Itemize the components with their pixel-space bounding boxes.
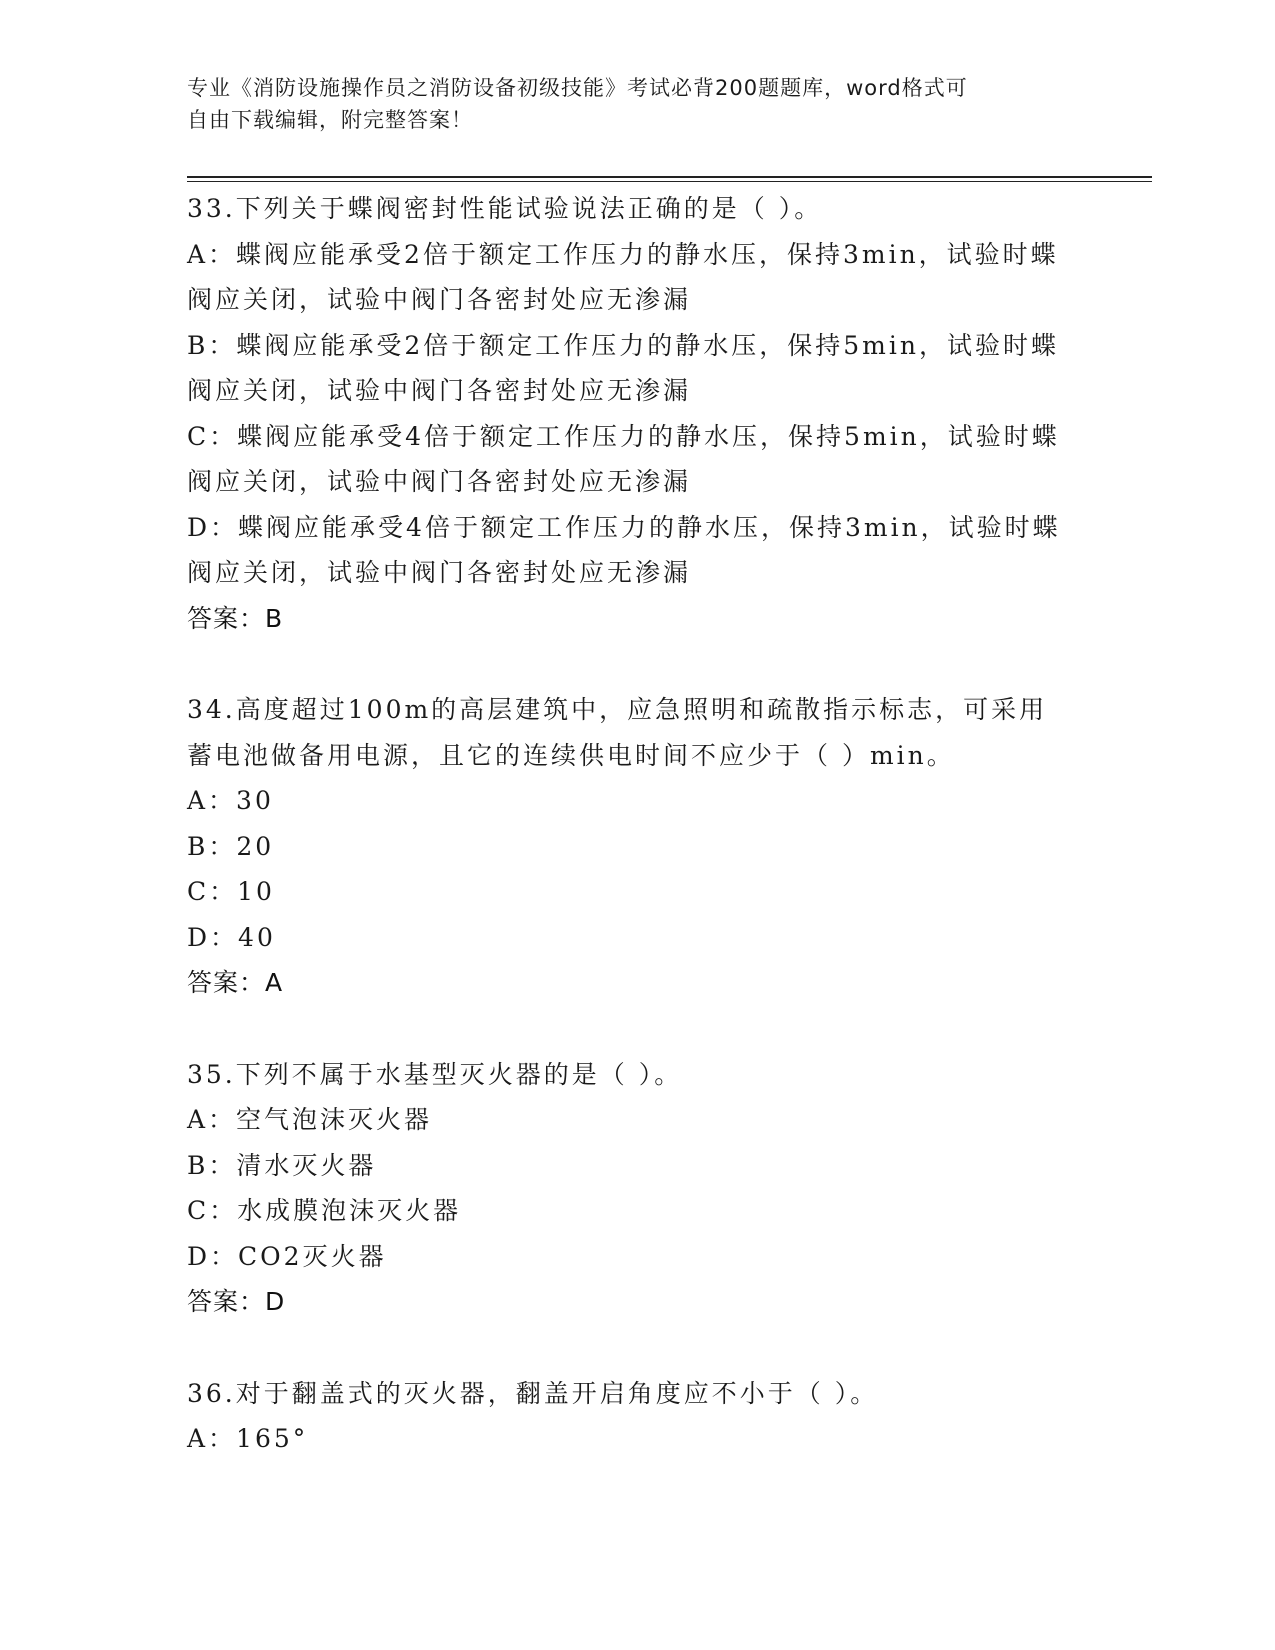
option-line: B：20: [187, 831, 275, 861]
option-line: 阀应关闭，试验中阀门各密封处应无渗漏: [187, 467, 692, 496]
option-line: C：10: [187, 877, 275, 906]
option-line: C：水成膜泡沫灭火器: [187, 1196, 462, 1225]
question-block: [187, 186, 1087, 641]
option-line: D：蝶阀应能承受4倍于额定工作压力的静水压，保持3min，试验时蝶: [187, 512, 1061, 542]
answer-line: 答案：A: [187, 968, 284, 997]
question-stem-line: 33.下列关于蝶阀密封性能试验说法正确的是（ ）。: [187, 194, 823, 223]
question-stem-line: 35.下列不属于水基型灭火器的是（ ）。: [187, 1059, 683, 1089]
question-stem-line: 34.高度超过100m的高层建筑中，应急照明和疏散指示标志，可采用: [187, 695, 1048, 724]
option-line: A：165°: [187, 1424, 309, 1453]
answer-line: 答案：D: [187, 1287, 286, 1316]
option-line: A：30: [187, 786, 274, 815]
question-stem-line: 蓄电池做备用电源，且它的连续供电时间不应少于（ ）min。: [187, 740, 955, 770]
question-block: [187, 687, 1087, 1006]
header-rule-thin: [187, 181, 1152, 182]
option-line: B：蝶阀应能承受2倍于额定工作压力的静水压，保持5min，试验时蝶: [187, 330, 1059, 360]
question-block: [187, 1371, 1087, 1462]
answer-line: 答案：B: [187, 603, 284, 633]
document-header: [187, 72, 1067, 136]
option-line: 阀应关闭，试验中阀门各密封处应无渗漏: [187, 285, 692, 314]
option-line: 阀应关闭，试验中阀门各密封处应无渗漏: [187, 376, 692, 405]
option-line: D：CO2灭火器: [187, 1241, 387, 1271]
question-block: [187, 1052, 1087, 1325]
option-line: A：蝶阀应能承受2倍于额定工作压力的静水压，保持3min，试验时蝶: [187, 239, 1059, 269]
question-stem-line: 36.对于翻盖式的灭火器，翻盖开启角度应不小于（ ）。: [187, 1378, 879, 1408]
option-line: D：40: [187, 922, 276, 952]
option-line: A：空气泡沫灭火器: [187, 1105, 433, 1134]
header-line-2: 自由下载编辑，附完整答案！: [187, 108, 473, 132]
option-line: C：蝶阀应能承受4倍于额定工作压力的静水压，保持5min，试验时蝶: [187, 421, 1060, 451]
header-line-1: 专业《消防设施操作员之消防设备初级技能》考试必背200题题库，word格式可: [187, 76, 968, 100]
header-rule-thick: [187, 176, 1152, 178]
option-line: B：清水灭火器: [187, 1150, 377, 1180]
option-line: 阀应关闭，试验中阀门各密封处应无渗漏: [187, 558, 692, 587]
question-list: [187, 186, 1087, 1462]
